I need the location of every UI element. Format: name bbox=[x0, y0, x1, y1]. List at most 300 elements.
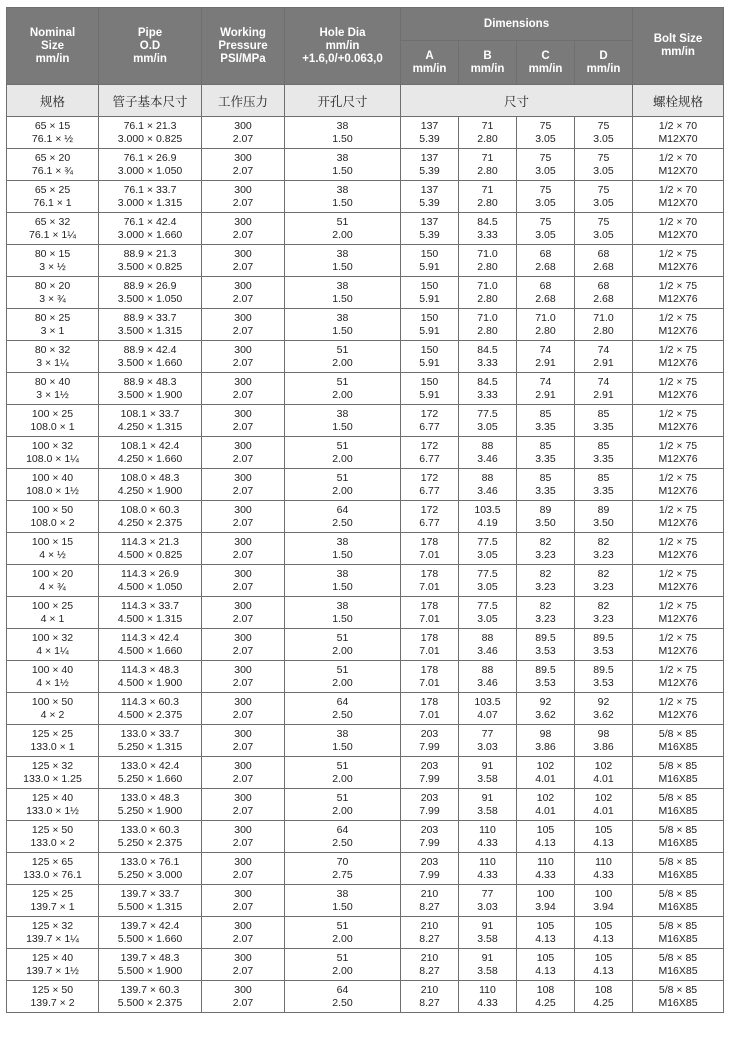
cell-working-pressure-line: 300 bbox=[234, 216, 252, 228]
cell-working-pressure-line: 300 bbox=[234, 440, 252, 452]
cell-bolt-size-line: 1/2 × 70 bbox=[658, 152, 698, 164]
cell-dim-d-line: 4.25 bbox=[593, 996, 614, 1009]
cell-bolt-size bbox=[633, 981, 724, 1013]
cell-hole-dia-line: 1.50 bbox=[332, 580, 353, 593]
cell-bolt-size-line: 1/2 × 75 bbox=[658, 696, 698, 708]
cell-dim-b-line: 4.33 bbox=[477, 868, 498, 881]
cell-pipe-od bbox=[99, 213, 202, 245]
cell-bolt-size-line: M12X76 bbox=[658, 292, 698, 305]
cell-working-pressure-line: 2.07 bbox=[232, 420, 254, 433]
header-hole-line: Hole Dia bbox=[319, 26, 366, 39]
cell-dim-d bbox=[575, 757, 633, 789]
cell-pipe-od bbox=[99, 885, 202, 917]
cell-dim-d bbox=[575, 309, 633, 341]
cell-dim-a-line: 203 bbox=[420, 856, 439, 868]
cell-bolt-size-line: M16X85 bbox=[658, 996, 698, 1009]
cell-dim-a-line: 7.01 bbox=[419, 644, 440, 657]
cell-dim-d-line: 105 bbox=[594, 952, 613, 964]
cell-dim-d-line: 3.53 bbox=[593, 644, 614, 657]
cell-dim-b-line: 110 bbox=[479, 824, 496, 836]
cell-dim-a bbox=[401, 853, 459, 885]
cell-dim-c bbox=[517, 949, 575, 981]
cell-dim-b-line: 3.46 bbox=[477, 676, 498, 689]
cell-dim-b-line: 110 bbox=[479, 856, 496, 868]
cell-nominal-size-line: 133.0 × 1½ bbox=[26, 804, 79, 817]
cell-hole-dia-line: 51 bbox=[336, 792, 349, 804]
cell-working-pressure-line: 2.07 bbox=[232, 164, 254, 177]
cell-dim-a bbox=[401, 629, 459, 661]
cell-bolt-size-line: M12X76 bbox=[658, 612, 698, 625]
header-bolt-size bbox=[633, 8, 724, 85]
cell-dim-b-line: 77.5 bbox=[477, 408, 498, 420]
cell-dim-c bbox=[517, 469, 575, 501]
cell-dim-d bbox=[575, 277, 633, 309]
cell-dim-b-line: 2.80 bbox=[477, 132, 498, 145]
cell-working-pressure-line: 2.07 bbox=[232, 900, 254, 913]
cell-dim-d bbox=[575, 373, 633, 405]
cell-hole-dia-line: 64 bbox=[336, 696, 349, 708]
cell-dim-d-line: 85 bbox=[597, 440, 610, 452]
cell-dim-b bbox=[459, 725, 517, 757]
cell-working-pressure bbox=[202, 853, 285, 885]
cell-dim-b-line: 3.03 bbox=[477, 740, 498, 753]
cell-nominal-size-line: 125 × 32 bbox=[31, 760, 74, 772]
cell-working-pressure-line: 300 bbox=[234, 920, 252, 932]
cell-nominal-size bbox=[7, 373, 99, 405]
cell-pipe-od-line: 4.500 × 1.900 bbox=[117, 676, 183, 689]
table-row bbox=[7, 597, 724, 629]
cell-dim-d-line: 74 bbox=[597, 344, 610, 356]
cell-dim-c bbox=[517, 245, 575, 277]
cell-nominal-size bbox=[7, 245, 99, 277]
cell-working-pressure bbox=[202, 917, 285, 949]
cell-bolt-size bbox=[633, 789, 724, 821]
cell-bolt-size-line: M16X85 bbox=[658, 836, 698, 849]
cell-pipe-od bbox=[99, 853, 202, 885]
cell-bolt-size-line: M16X85 bbox=[658, 868, 698, 881]
table-row bbox=[7, 245, 724, 277]
cell-hole-dia-line: 51 bbox=[336, 344, 349, 356]
cell-dim-b-line: 71.0 bbox=[477, 248, 498, 260]
cell-dim-d-line: 3.23 bbox=[593, 580, 614, 593]
cell-nominal-size-line: 76.1 × ½ bbox=[31, 132, 74, 145]
cell-nominal-size-line: 65 × 15 bbox=[34, 120, 71, 132]
cell-dim-b-line: 71.0 bbox=[477, 312, 498, 324]
table-row bbox=[7, 693, 724, 725]
cell-working-pressure bbox=[202, 725, 285, 757]
cell-nominal-size-line: 4 × 2 bbox=[40, 708, 65, 721]
cell-dim-c bbox=[517, 693, 575, 725]
cell-dim-c bbox=[517, 117, 575, 149]
cell-bolt-size bbox=[633, 757, 724, 789]
cell-nominal-size bbox=[7, 885, 99, 917]
cell-bolt-size-line: 1/2 × 75 bbox=[658, 312, 698, 324]
cell-dim-b-line: 3.33 bbox=[477, 356, 498, 369]
cell-bolt-size bbox=[633, 725, 724, 757]
cell-bolt-size-line: 1/2 × 75 bbox=[658, 568, 698, 580]
cell-working-pressure bbox=[202, 213, 285, 245]
cell-bolt-size-line: 1/2 × 70 bbox=[658, 120, 698, 132]
cell-dim-d-line: 2.91 bbox=[593, 388, 614, 401]
cell-pipe-od-line: 5.500 × 2.375 bbox=[117, 996, 183, 1009]
cell-working-pressure-line: 2.07 bbox=[232, 228, 254, 241]
header-working-pressure bbox=[202, 8, 285, 85]
cell-nominal-size-line: 108.0 × 2 bbox=[30, 516, 75, 529]
cell-working-pressure bbox=[202, 245, 285, 277]
cell-dim-b-line: 3.46 bbox=[477, 452, 498, 465]
cell-dim-b-line: 3.05 bbox=[477, 612, 498, 625]
cell-working-pressure bbox=[202, 373, 285, 405]
cell-nominal-size-line: 125 × 32 bbox=[31, 920, 74, 932]
cell-nominal-size-line: 100 × 20 bbox=[31, 568, 74, 580]
cell-dim-d-line: 3.23 bbox=[593, 612, 614, 625]
cell-hole-dia-line: 70 bbox=[336, 856, 349, 868]
cell-nominal-size-line: 3 × 1½ bbox=[36, 388, 69, 401]
cell-bolt-size-line: M12X70 bbox=[658, 132, 698, 145]
cell-bolt-size-line: M12X76 bbox=[658, 708, 698, 721]
cell-dim-d bbox=[575, 853, 633, 885]
cell-bolt-size-line: M12X70 bbox=[658, 228, 698, 241]
cell-bolt-size-line: M16X85 bbox=[658, 964, 698, 977]
cell-dim-b-line: 77 bbox=[481, 888, 494, 900]
cell-hole-dia bbox=[285, 533, 401, 565]
cell-dim-c-line: 98 bbox=[539, 728, 552, 740]
cell-dim-a-line: 7.01 bbox=[419, 708, 440, 721]
cell-dim-a-line: 178 bbox=[420, 632, 439, 644]
cell-dim-b-line: 3.46 bbox=[477, 644, 498, 657]
cell-dim-b bbox=[459, 213, 517, 245]
cell-nominal-size bbox=[7, 661, 99, 693]
cell-working-pressure bbox=[202, 181, 285, 213]
cell-hole-dia-line: 1.50 bbox=[332, 420, 353, 433]
cell-hole-dia-line: 51 bbox=[336, 664, 349, 676]
cell-pipe-od-line: 3.500 × 1.660 bbox=[117, 356, 183, 369]
cell-dim-b bbox=[459, 277, 517, 309]
cell-dim-a-line: 5.39 bbox=[419, 228, 440, 241]
cell-working-pressure bbox=[202, 149, 285, 181]
cell-hole-dia-line: 2.50 bbox=[332, 516, 353, 529]
cell-dim-c-line: 105 bbox=[536, 824, 555, 836]
cell-bolt-size-line: M12X76 bbox=[658, 420, 698, 433]
cell-working-pressure bbox=[202, 437, 285, 469]
cell-bolt-size-line: 5/8 × 85 bbox=[658, 728, 698, 740]
cell-working-pressure-line: 2.07 bbox=[232, 516, 254, 529]
cell-dim-a bbox=[401, 213, 459, 245]
cell-nominal-size bbox=[7, 213, 99, 245]
cell-hole-dia-line: 51 bbox=[336, 472, 349, 484]
cell-dim-c-line: 3.53 bbox=[535, 644, 556, 657]
cell-pipe-od bbox=[99, 373, 202, 405]
cell-bolt-size-line: M12X76 bbox=[658, 580, 698, 593]
cell-working-pressure-line: 300 bbox=[234, 568, 252, 580]
cell-dim-c-line: 89.5 bbox=[535, 664, 556, 676]
cell-pipe-od bbox=[99, 149, 202, 181]
cell-hole-dia bbox=[285, 789, 401, 821]
cell-dim-c-line: 3.05 bbox=[535, 228, 556, 241]
cell-dim-b-line: 103.5 bbox=[474, 504, 501, 516]
cell-dim-a-line: 7.01 bbox=[419, 676, 440, 689]
cell-hole-dia-line: 51 bbox=[336, 952, 349, 964]
cell-nominal-size bbox=[7, 533, 99, 565]
header-hole-line: +1.6,0/+0.063,0 bbox=[302, 52, 383, 65]
cell-hole-dia bbox=[285, 949, 401, 981]
cell-dim-c-line: 2.68 bbox=[535, 260, 556, 273]
cell-dim-b-line: 3.03 bbox=[477, 900, 498, 913]
cell-pipe-od-line: 3.000 × 1.660 bbox=[117, 228, 183, 241]
cell-working-pressure bbox=[202, 341, 285, 373]
cell-nominal-size-line: 139.7 × 1 bbox=[30, 900, 75, 913]
cell-bolt-size-line: M16X85 bbox=[658, 932, 698, 945]
cell-dim-c-line: 89.5 bbox=[535, 632, 556, 644]
cell-dim-c bbox=[517, 821, 575, 853]
cell-dim-c-line: 3.94 bbox=[535, 900, 556, 913]
cell-hole-dia bbox=[285, 501, 401, 533]
header-nominal-size bbox=[7, 8, 99, 85]
cell-pipe-od-line: 76.1 × 26.9 bbox=[123, 152, 177, 164]
cell-hole-dia-line: 38 bbox=[336, 408, 349, 420]
header-dimensions: Dimensions bbox=[401, 8, 633, 41]
cell-hole-dia-line: 1.50 bbox=[332, 740, 353, 753]
cell-dim-c-line: 85 bbox=[539, 440, 552, 452]
cell-bolt-size-line: 5/8 × 85 bbox=[658, 984, 698, 996]
cell-pipe-od-line: 133.0 × 60.3 bbox=[120, 824, 180, 836]
cell-bolt-size bbox=[633, 661, 724, 693]
cell-bolt-size bbox=[633, 629, 724, 661]
cell-dim-b-line: 3.33 bbox=[477, 388, 498, 401]
cell-hole-dia-line: 1.50 bbox=[332, 292, 353, 305]
cell-dim-a-line: 137 bbox=[420, 216, 439, 228]
cell-working-pressure-line: 300 bbox=[234, 952, 252, 964]
cell-hole-dia-line: 38 bbox=[336, 120, 349, 132]
cell-hole-dia bbox=[285, 597, 401, 629]
cell-hole-dia-line: 2.00 bbox=[332, 772, 353, 785]
cell-dim-b-line: 3.58 bbox=[477, 804, 498, 817]
cell-bolt-size-line: M16X85 bbox=[658, 804, 698, 817]
cell-bolt-size bbox=[633, 437, 724, 469]
cell-hole-dia bbox=[285, 373, 401, 405]
cell-working-pressure-line: 2.07 bbox=[232, 452, 254, 465]
cell-pipe-od-line: 5.500 × 1.315 bbox=[117, 900, 183, 913]
cell-dim-d bbox=[575, 597, 633, 629]
cell-dim-d bbox=[575, 693, 633, 725]
cell-hole-dia-line: 2.00 bbox=[332, 228, 353, 241]
cell-hole-dia-line: 51 bbox=[336, 440, 349, 452]
cell-dim-a-line: 172 bbox=[420, 440, 439, 452]
cell-pipe-od-line: 3.000 × 1.315 bbox=[117, 196, 183, 209]
cell-dim-b-line: 77.5 bbox=[477, 568, 498, 580]
cell-working-pressure-line: 2.07 bbox=[232, 836, 254, 849]
cell-working-pressure-line: 2.07 bbox=[232, 964, 254, 977]
cell-working-pressure-line: 300 bbox=[234, 728, 252, 740]
cell-dim-d-line: 4.33 bbox=[593, 868, 614, 881]
cell-pipe-od-line: 133.0 × 42.4 bbox=[120, 760, 180, 772]
cell-dim-b-line: 88 bbox=[481, 632, 494, 644]
cell-working-pressure-line: 2.07 bbox=[232, 260, 254, 273]
cell-dim-c bbox=[517, 789, 575, 821]
cell-working-pressure-line: 300 bbox=[234, 120, 252, 132]
header-pressure-line: Pressure bbox=[218, 39, 268, 52]
cell-dim-d bbox=[575, 245, 633, 277]
cell-hole-dia-line: 51 bbox=[336, 760, 349, 772]
cell-bolt-size-line: 5/8 × 85 bbox=[658, 888, 698, 900]
cell-dim-a bbox=[401, 725, 459, 757]
cell-working-pressure-line: 300 bbox=[234, 824, 252, 836]
cell-hole-dia bbox=[285, 981, 401, 1013]
cell-bolt-size-line: M16X85 bbox=[658, 900, 698, 913]
cell-dim-d-line: 3.86 bbox=[593, 740, 614, 753]
cell-dim-c-line: 68 bbox=[539, 248, 552, 260]
cell-dim-d-line: 3.62 bbox=[593, 708, 614, 721]
cell-pipe-od bbox=[99, 597, 202, 629]
cell-working-pressure bbox=[202, 501, 285, 533]
header-bolt-line: mm/in bbox=[661, 46, 695, 58]
cell-nominal-size bbox=[7, 757, 99, 789]
cell-working-pressure-line: 300 bbox=[234, 760, 252, 772]
cell-nominal-size-line: 100 × 25 bbox=[31, 408, 74, 420]
cell-hole-dia-line: 64 bbox=[336, 984, 349, 996]
cell-dim-a-line: 203 bbox=[420, 824, 439, 836]
cell-dim-d-line: 102 bbox=[594, 792, 613, 804]
cell-dim-b-line: 77.5 bbox=[477, 536, 498, 548]
cell-dim-c-line: 3.53 bbox=[535, 676, 556, 689]
cell-hole-dia-line: 1.50 bbox=[332, 196, 353, 209]
cell-dim-c-line: 2.91 bbox=[535, 356, 556, 369]
cell-dim-a-line: 7.99 bbox=[419, 740, 440, 753]
table-row bbox=[7, 661, 724, 693]
cell-dim-a-line: 7.99 bbox=[419, 868, 440, 881]
cell-dim-d-line: 74 bbox=[597, 376, 610, 388]
cell-pipe-od-line: 4.500 × 1.660 bbox=[117, 644, 183, 657]
cell-dim-b bbox=[459, 949, 517, 981]
cell-hole-dia-line: 2.50 bbox=[332, 996, 353, 1009]
cell-hole-dia-line: 38 bbox=[336, 728, 349, 740]
header-dim-c-unit: mm/in bbox=[528, 62, 563, 75]
cell-dim-d-line: 75 bbox=[597, 216, 610, 228]
cell-hole-dia-line: 38 bbox=[336, 152, 349, 164]
cell-nominal-size bbox=[7, 821, 99, 853]
cell-pipe-od bbox=[99, 277, 202, 309]
header-nominal-line: Size bbox=[40, 39, 64, 52]
cell-dim-a-line: 7.01 bbox=[419, 548, 440, 561]
cell-pipe-od-line: 4.500 × 1.315 bbox=[117, 612, 183, 625]
cell-dim-d-line: 4.01 bbox=[593, 772, 614, 785]
cell-working-pressure-line: 2.07 bbox=[232, 356, 254, 369]
cell-dim-d-line: 89.5 bbox=[593, 632, 614, 644]
cell-pipe-od bbox=[99, 245, 202, 277]
cell-pipe-od-line: 3.500 × 1.315 bbox=[117, 324, 183, 337]
subheader-dimensions: 尺寸 bbox=[401, 85, 633, 117]
cell-working-pressure-line: 2.07 bbox=[232, 868, 254, 881]
cell-pipe-od-line: 108.1 × 42.4 bbox=[120, 440, 180, 452]
cell-nominal-size bbox=[7, 853, 99, 885]
cell-bolt-size-line: 1/2 × 75 bbox=[658, 536, 698, 548]
cell-dim-a bbox=[401, 757, 459, 789]
cell-bolt-size-line: 1/2 × 75 bbox=[658, 504, 698, 516]
cell-working-pressure-line: 300 bbox=[234, 152, 252, 164]
cell-hole-dia-line: 38 bbox=[336, 280, 349, 292]
cell-hole-dia-line: 2.75 bbox=[332, 868, 353, 881]
cell-dim-b-line: 77.5 bbox=[477, 600, 498, 612]
cell-dim-b-line: 3.58 bbox=[477, 932, 498, 945]
cell-working-pressure-line: 300 bbox=[234, 376, 252, 388]
cell-dim-c-line: 3.35 bbox=[535, 452, 556, 465]
cell-dim-a-line: 8.27 bbox=[419, 900, 440, 913]
cell-dim-d-line: 85 bbox=[597, 472, 610, 484]
cell-bolt-size bbox=[633, 533, 724, 565]
cell-dim-a-line: 5.39 bbox=[419, 164, 440, 177]
cell-dim-d-line: 105 bbox=[594, 824, 613, 836]
cell-hole-dia-line: 51 bbox=[336, 216, 349, 228]
cell-hole-dia bbox=[285, 181, 401, 213]
cell-bolt-size bbox=[633, 949, 724, 981]
cell-dim-b-line: 3.05 bbox=[477, 580, 498, 593]
cell-pipe-od-line: 76.1 × 21.3 bbox=[123, 120, 177, 132]
cell-nominal-size bbox=[7, 949, 99, 981]
cell-dim-c-line: 3.86 bbox=[535, 740, 556, 753]
cell-nominal-size bbox=[7, 917, 99, 949]
cell-working-pressure bbox=[202, 757, 285, 789]
cell-bolt-size-line: M12X76 bbox=[658, 676, 698, 689]
cell-dim-a-line: 178 bbox=[420, 664, 439, 676]
cell-hole-dia-line: 2.00 bbox=[332, 676, 353, 689]
cell-nominal-size-line: 125 × 40 bbox=[31, 952, 74, 964]
cell-dim-d bbox=[575, 181, 633, 213]
cell-dim-a bbox=[401, 981, 459, 1013]
cell-hole-dia bbox=[285, 565, 401, 597]
cell-nominal-size-line: 76.1 × ¾ bbox=[31, 164, 74, 177]
cell-nominal-size-line: 125 × 40 bbox=[31, 792, 74, 804]
cell-working-pressure bbox=[202, 117, 285, 149]
cell-nominal-size-line: 4 × 1½ bbox=[36, 676, 69, 689]
cell-working-pressure-line: 300 bbox=[234, 792, 252, 804]
cell-working-pressure-line: 300 bbox=[234, 632, 252, 644]
spec-table bbox=[6, 7, 724, 1013]
cell-hole-dia bbox=[285, 917, 401, 949]
cell-dim-a bbox=[401, 373, 459, 405]
cell-nominal-size-line: 3 × ¾ bbox=[39, 292, 66, 305]
cell-dim-c bbox=[517, 405, 575, 437]
cell-hole-dia-line: 38 bbox=[336, 568, 349, 580]
table-row bbox=[7, 757, 724, 789]
cell-pipe-od bbox=[99, 725, 202, 757]
cell-dim-d-line: 102 bbox=[594, 760, 613, 772]
cell-dim-b-line: 71 bbox=[481, 184, 494, 196]
cell-dim-c-line: 100 bbox=[536, 888, 555, 900]
cell-bolt-size-line: 5/8 × 85 bbox=[658, 792, 698, 804]
cell-dim-b bbox=[459, 885, 517, 917]
table-row bbox=[7, 725, 724, 757]
cell-hole-dia-line: 1.50 bbox=[332, 324, 353, 337]
cell-pipe-od-line: 133.0 × 33.7 bbox=[120, 728, 180, 740]
cell-working-pressure-line: 2.07 bbox=[232, 548, 254, 561]
cell-bolt-size-line: M12X76 bbox=[658, 516, 698, 529]
cell-nominal-size-line: 3 × 1 bbox=[40, 324, 65, 337]
cell-pipe-od-line: 139.7 × 60.3 bbox=[120, 984, 180, 996]
cell-working-pressure-line: 2.07 bbox=[232, 804, 254, 817]
cell-dim-d-line: 3.53 bbox=[593, 676, 614, 689]
cell-dim-c-line: 71.0 bbox=[535, 312, 556, 324]
cell-pipe-od-line: 3.500 × 1.900 bbox=[117, 388, 183, 401]
subheader-hole: 开孔尺寸 bbox=[285, 85, 401, 117]
cell-nominal-size bbox=[7, 981, 99, 1013]
table-row bbox=[7, 213, 724, 245]
cell-pipe-od-line: 139.7 × 33.7 bbox=[120, 888, 180, 900]
cell-working-pressure-line: 2.07 bbox=[232, 708, 254, 721]
cell-dim-c-line: 3.50 bbox=[535, 516, 556, 529]
cell-hole-dia-line: 38 bbox=[336, 536, 349, 548]
cell-pipe-od-line: 3.500 × 1.050 bbox=[117, 292, 183, 305]
header-nominal-line: Nominal bbox=[29, 26, 76, 39]
